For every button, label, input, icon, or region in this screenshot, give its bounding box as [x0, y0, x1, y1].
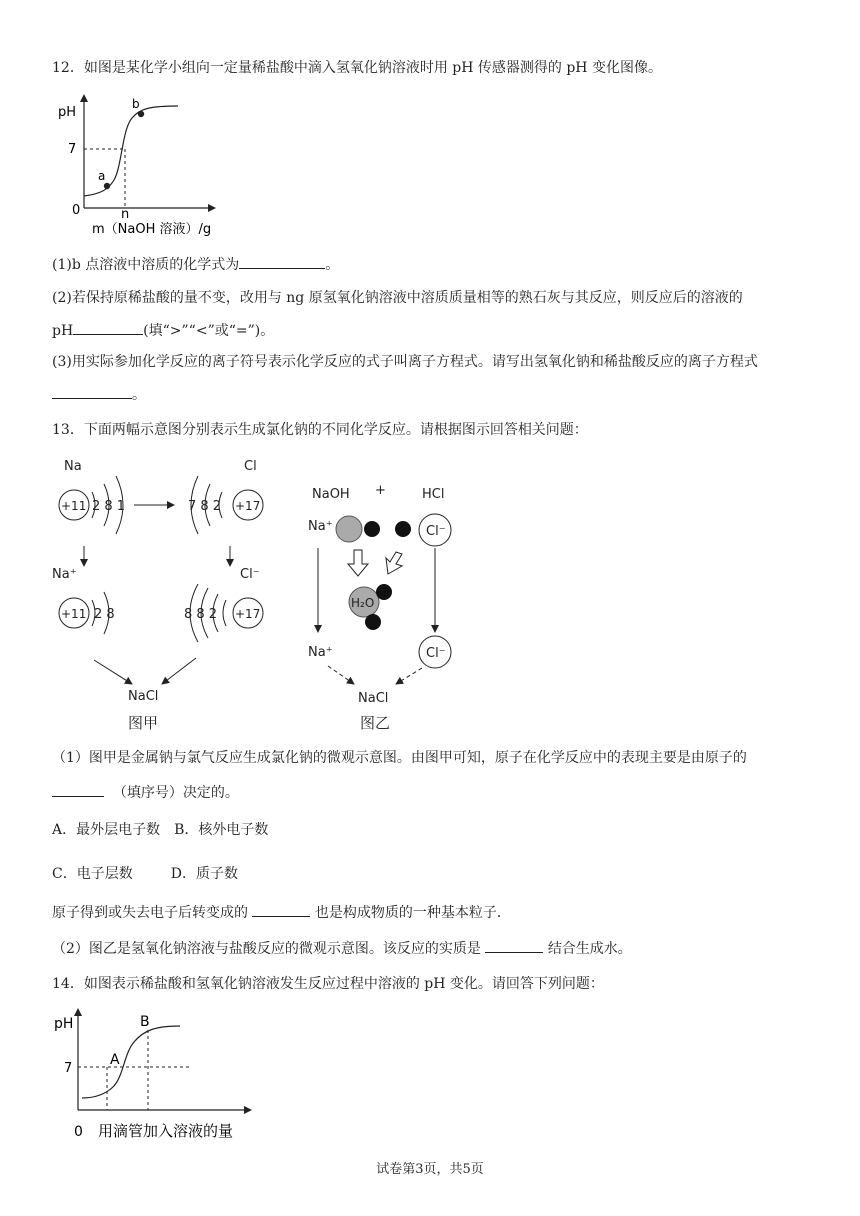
fig-b-cl-minus-2: Cl⁻ — [426, 646, 446, 661]
fig-a-na: Na — [64, 459, 82, 474]
q14-stem: 14．如图表示稀盐酸和氢氧化钠溶液发生反应过程中溶液的 pH 变化。请回答下列问题： — [52, 976, 604, 992]
q13-options-ab — [52, 820, 268, 840]
fig-a-cl-ion-shells: 8 8 2 — [184, 607, 218, 622]
fig-a-na-ion: Na⁺ — [52, 567, 77, 582]
q12-part1 — [52, 254, 339, 275]
q12-part2-line2 — [52, 320, 274, 341]
q13-atom-blank[interactable] — [252, 902, 310, 917]
q13-part2 — [52, 938, 632, 959]
q13-part1-text: （填序号）决定的。 — [112, 785, 239, 801]
q14-ph-graph — [52, 1006, 262, 1146]
q12-part2-end: (填“>”“<”或“=”)。 — [143, 323, 275, 339]
fig-a-product: NaCl — [128, 689, 159, 704]
q14-point-a: A — [110, 1052, 120, 1068]
fig-b-plus: + — [375, 483, 386, 498]
fig-b-hcl: HCl — [422, 487, 445, 502]
q12-xlabel: m（NaOH 溶液）/g — [92, 222, 212, 237]
q13-atom-line — [52, 902, 511, 923]
q14-xlabel: 用滴管加入溶液的量 — [98, 1122, 234, 1140]
q12-stem: 12．如图是某化学小组向一定量稀盐酸中滴入氢氧化钠溶液时用 pH 传感器测得的 pH 变化图像。 — [52, 60, 662, 76]
q13-option-d[interactable]: D．质子数 — [170, 866, 238, 882]
q12-ph-graph — [52, 90, 222, 240]
fig-b-cl-minus: Cl⁻ — [426, 524, 446, 539]
fig-b-h2o: H₂O — [351, 596, 375, 610]
q12-x-tick: n — [121, 207, 130, 222]
q12-origin: 0 — [72, 203, 81, 218]
fig-a-na-ion-shells: 2 8 — [94, 607, 115, 622]
q12-part3-line1: (3)用实际参加化学反应的离子符号表示化学反应的式子叫离子方程式。请写出氢氧化钠和稀盐酸反应的离子方程式 — [52, 354, 758, 370]
fig-a-cl-ion: Cl⁻ — [240, 567, 260, 582]
fig-a-cl-shells: 7 8 2 — [188, 499, 222, 514]
q13-figure-a — [48, 448, 288, 738]
q12-ylabel: pH — [58, 105, 77, 120]
fig-a-na-ion-nucleus: +11 — [61, 607, 87, 621]
q13-part1-line1: （1）图甲是金属钠与氯气反应生成氯化钠的微观示意图。由图甲可知，原子在化学反应中的表现主要是由原子的 — [52, 750, 747, 766]
q14-origin: 0 — [74, 1124, 83, 1140]
q12-part3-blank[interactable] — [52, 384, 132, 399]
fig-b-product: NaCl — [358, 691, 389, 706]
q13-part1-line2 — [52, 782, 239, 803]
q12-point-b: b — [132, 97, 140, 111]
q13-part1-blank[interactable] — [52, 782, 104, 797]
q13-options-cd — [52, 864, 238, 884]
q13-atom-end: 也是构成物质的一种基本粒子． — [314, 905, 511, 921]
fig-a-na-shells: 2 8 1 — [92, 499, 126, 514]
fig-a-cl: Cl — [244, 459, 257, 474]
fig-a-cl-ion-nucleus: +17 — [235, 607, 261, 621]
q12-part1-blank[interactable] — [239, 254, 325, 269]
q14-point-b: B — [140, 1014, 150, 1030]
q13-part2-blank[interactable] — [485, 938, 543, 953]
q13-option-c[interactable]: C．电子层数 — [52, 866, 133, 882]
q12-y-tick: 7 — [68, 142, 77, 157]
q13-figure-b — [300, 448, 480, 738]
q13-stem: 13．下面两幅示意图分别表示生成氯化钠的不同化学反应。请根据图示回答相关问题： — [52, 422, 588, 438]
fig-a-cl-nucleus: +17 — [235, 499, 261, 513]
q13-part2-end: 结合生成水。 — [547, 941, 632, 957]
q12-part1-text: (1)b 点溶液中溶质的化学式为 — [52, 257, 240, 273]
fig-b-naoh: NaOH — [312, 487, 350, 502]
q12-point-a: a — [98, 169, 106, 183]
q12-part2-ph: pH — [52, 323, 74, 339]
q13-part2-text: （2）图乙是氢氧化钠溶液与盐酸反应的微观示意图。该反应的实质是 — [52, 941, 481, 957]
page-footer: 试卷第3页，共5页 — [376, 1162, 484, 1177]
q12-part2-line1: (2)若保持原稀盐酸的量不变，改用与 ng 原氢氧化钠溶液中溶质质量相等的熟石灰与其反应，则反应后的溶液的 — [52, 290, 743, 306]
q14-y-tick: 7 — [64, 1061, 73, 1076]
q13-option-b[interactable]: B．核外电子数 — [174, 822, 269, 838]
q12-part3-line2 — [52, 384, 146, 405]
q14-ylabel: pH — [54, 1016, 74, 1032]
fig-b-caption: 图乙 — [360, 714, 391, 732]
fig-b-na-plus: Na⁺ — [308, 519, 333, 534]
q12-part1-end: 。 — [325, 257, 340, 273]
q13-option-a[interactable]: A．最外层电子数 — [52, 822, 161, 838]
fig-a-na-nucleus: +11 — [61, 499, 87, 513]
q12-part2-blank[interactable] — [73, 320, 143, 335]
q13-atom-text: 原子得到或失去电子后转变成的 — [52, 905, 248, 921]
q12-part3-end: 。 — [132, 387, 146, 403]
fig-b-na-plus-2: Na⁺ — [308, 645, 333, 660]
fig-a-caption: 图甲 — [128, 714, 159, 732]
